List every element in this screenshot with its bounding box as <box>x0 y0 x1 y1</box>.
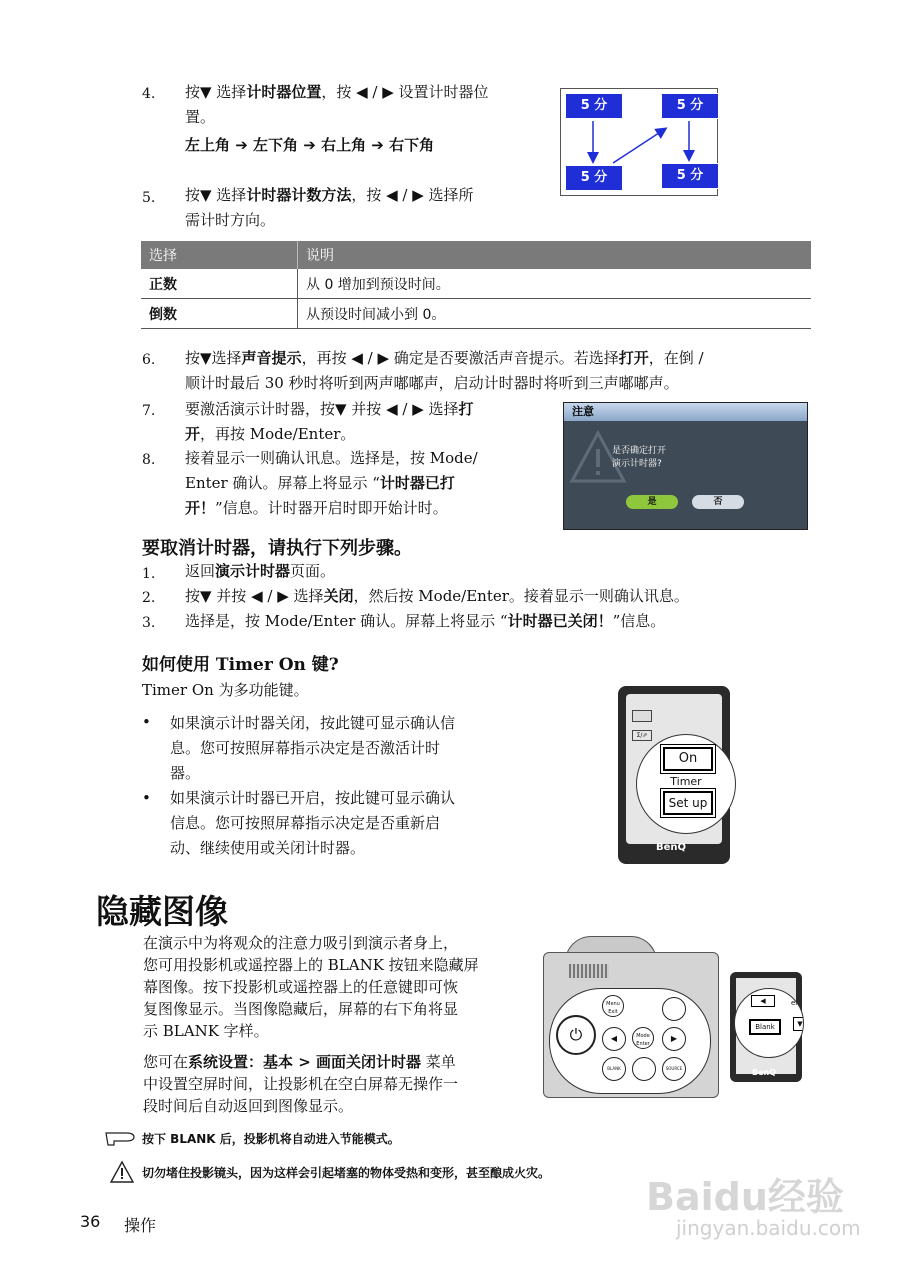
confirm-dialog-screenshot <box>563 402 808 530</box>
table-header <box>141 241 811 269</box>
cancel-step-2: 按▼ 并按 ◀ / ▶ 选择关闭，然后按 Mode/Enter。接着显示一则确认讯息。 <box>185 587 689 605</box>
left-arrow-icon: ◀ <box>751 995 775 1007</box>
warning-note: 切勿堵住投影镜头，因为这样会引起堵塞的物体受热和变形，甚至酿成火灾。 <box>142 1166 551 1180</box>
power-button[interactable]: ⏻ <box>556 1015 596 1055</box>
down-button[interactable] <box>632 1057 656 1081</box>
right-button[interactable]: ▶ <box>662 1027 686 1051</box>
step-5-line-1: 按▼ 选择计时器计数方法，按 ◀ / ▶ 选择所 <box>185 186 474 204</box>
brand-logo: BenQ <box>752 1068 777 1077</box>
watermark-url: jingyan.baidu.com <box>676 1216 861 1240</box>
left-button[interactable]: ◀ <box>602 1027 626 1051</box>
position-sequence: 左上角 ➔ 左下角 ➔ 右上角 ➔ 右下角 <box>185 136 435 154</box>
timer-label: Timer <box>670 775 702 788</box>
timer-box-bottom-left: 5 分 <box>565 165 623 191</box>
step-7-line-2: 开，再按 Mode/Enter。 <box>185 425 356 443</box>
control-panel-magnified <box>549 988 711 1094</box>
step-number: 2. <box>142 590 156 606</box>
timer-on-bullet-1: 如果演示计时器关闭，按此键可显示确认信 息。您可按照屏幕指示决定是否激活计时 器。 <box>170 714 456 782</box>
arrow-icons <box>561 89 717 195</box>
cancel-step-1: 返回演示计时器页面。 <box>185 562 336 580</box>
timer-box-top-left: 5 分 <box>565 93 623 119</box>
down-arrow-icon: ▼ <box>793 1017 804 1031</box>
bullet-dot: • <box>142 713 151 731</box>
cancel-step-3: 选择是，按 Mode/Enter 确认。屏幕上将显示 “计时器已关闭！”信息。 <box>185 612 666 630</box>
dialog-yes-button[interactable]: 是 <box>626 495 678 509</box>
enter-label: ent <box>791 999 803 1007</box>
table-row <box>141 299 811 329</box>
up-button[interactable] <box>662 997 686 1021</box>
mode-enter-button[interactable]: Mode Enter <box>632 1027 654 1049</box>
section-title: 隐藏图像 <box>96 892 228 931</box>
dialog-title: 注意 <box>564 403 807 421</box>
table-row <box>141 269 811 299</box>
header-option: 选择 <box>141 241 298 269</box>
dialog-message: 是否确定打开 演示计时器? <box>612 446 667 469</box>
timer-on-heading: 如何使用 Timer On 键? <box>142 655 339 675</box>
bullet-dot: • <box>142 789 151 807</box>
blank-remote-button[interactable]: Blank <box>749 1019 781 1035</box>
count-method-table <box>141 241 811 329</box>
step-6-line-2: 顺计时最后 30 秒时将听到两声嘟嘟声，启动计时器时将听到三声嘟嘟声。 <box>185 374 679 392</box>
step-4-line-1: 按▼ 选择计时器位置，按 ◀ / ▶ 设置计时器位 <box>185 83 489 101</box>
dialog-no-button[interactable]: 否 <box>692 495 744 509</box>
menu-exit-button[interactable]: Menu Exit <box>602 995 624 1017</box>
timer-on-intro: Timer On 为多功能键。 <box>142 681 309 699</box>
row-key: 正数 <box>141 269 298 299</box>
step-number: 5. <box>142 190 156 206</box>
step-8-line-3: 开！”信息。计时器开启时即开始计时。 <box>185 499 448 517</box>
step-number: 4. <box>142 86 156 102</box>
watermark-brand: Baidu经验 <box>646 1175 844 1219</box>
blank-button[interactable]: BLANK <box>602 1057 626 1081</box>
section-name: 操作 <box>124 1216 157 1235</box>
page-number: 36 <box>80 1212 101 1231</box>
step-8-line-2: Enter 确认。屏幕上将显示 “计时器已打 <box>185 474 455 492</box>
step-number: 3. <box>142 615 156 631</box>
timer-on-bullet-2: 如果演示计时器已开启，按此键可显示确认 信息。您可按照屏幕指示决定是否重新启 动、继续使用或关闭计时器。 <box>170 789 456 857</box>
step-number: 6. <box>142 352 156 368</box>
timer-box-bottom-right: 5 分 <box>661 163 719 189</box>
projector-control-image <box>543 930 719 1098</box>
cancel-heading: 要取消计时器，请执行下列步骤。 <box>142 538 412 559</box>
remote-small-button: Σ/⇗ <box>632 730 652 741</box>
row-key: 倒数 <box>141 299 298 329</box>
step-6-line-1: 按▼选择声音提示，再按 ◀ / ▶ 确定是否要激活声音提示。若选择打开，在倒 / <box>185 349 704 367</box>
setup-button[interactable]: Set up <box>663 791 713 815</box>
on-button[interactable]: On <box>663 747 713 771</box>
step-7-line-1: 要激活演示计时器，按▼ 并按 ◀ / ▶ 选择打 <box>185 400 474 418</box>
remote-small-image <box>730 972 802 1082</box>
brand-logo: BenQ <box>656 842 687 853</box>
header-description: 说明 <box>298 241 812 269</box>
magnified-circle <box>734 988 804 1058</box>
row-value: 从 0 增加到预设时间。 <box>298 269 812 299</box>
timer-box-top-right: 5 分 <box>661 93 719 119</box>
tip-note: 按下 BLANK 后，投影机将自动进入节能模式。 <box>142 1132 400 1146</box>
remote-control-image <box>618 686 730 864</box>
source-button[interactable]: SOURCE <box>662 1057 686 1081</box>
blank-paragraph-2: 您可在系统设置：基本 > 画面关闭计时器 菜单 中设置空屏时间，让投影机在空白屏幕无操作一 段时间后自动返回到图像显示。 <box>143 1053 459 1115</box>
magnified-circle <box>636 734 736 834</box>
step-number: 8. <box>142 452 156 468</box>
warning-icon <box>109 1160 135 1184</box>
step-number: 1. <box>142 566 156 582</box>
timer-position-diagram <box>560 88 718 196</box>
step-number: 7. <box>142 403 156 419</box>
step-8-line-1: 接着显示一则确认讯息。选择是，按 Mode/ <box>185 449 478 467</box>
pointing-hand-icon <box>104 1127 138 1147</box>
step-5-line-2: 需计时方向。 <box>185 211 276 229</box>
blank-paragraph-1: 在演示中为将观众的注意力吸引到演示者身上， 您可用投影机或遥控器上的 BLANK 按钮来隐藏屏 幕图像。按下投影机或遥控器上的任意键即可恢 复图像显示。当图像隐藏后，屏幕的右下角将显 示 BLANK 字样。 <box>143 934 479 1040</box>
row-value: 从预设时间减小到 0。 <box>298 299 812 329</box>
step-4-line-2: 置。 <box>185 108 216 126</box>
